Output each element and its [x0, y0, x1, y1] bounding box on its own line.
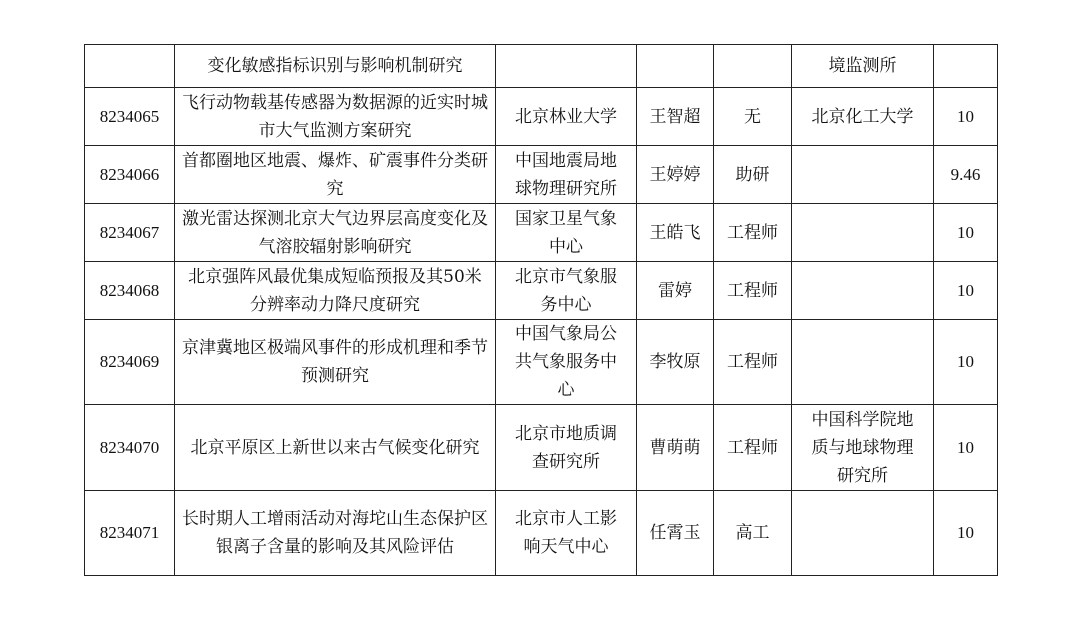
organization-cell: 北京市人工影响天气中心: [496, 491, 637, 576]
project-id-cell: 8234069: [85, 320, 175, 405]
score-cell: [934, 45, 998, 88]
title-rank-cell: 高工: [714, 491, 792, 576]
score-cell: 10: [934, 320, 998, 405]
leader-cell: 李牧原: [637, 320, 714, 405]
leader-cell: 雷婷: [637, 262, 714, 320]
project-title-cell: 首都圈地区地震、爆炸、矿震事件分类研究: [175, 146, 496, 204]
organization-cell: 北京市地质调查研究所: [496, 405, 637, 491]
score-cell: 10: [934, 204, 998, 262]
table-row: [85, 204, 998, 262]
organization-cell: 中国地震局地球物理研究所: [496, 146, 637, 204]
cooperating-unit-cell: [792, 146, 934, 204]
project-id-cell: 8234068: [85, 262, 175, 320]
project-title-cell: 长时期人工增雨活动对海坨山生态保护区银离子含量的影响及其风险评估: [175, 491, 496, 576]
title-rank-cell: 工程师: [714, 204, 792, 262]
table-row: [85, 262, 998, 320]
title-rank-cell: [714, 45, 792, 88]
table-row: [85, 491, 998, 576]
project-title-cell: 京津冀地区极端风事件的形成机理和季节预测研究: [175, 320, 496, 405]
table-row: [85, 146, 998, 204]
organization-cell: 国家卫星气象中心: [496, 204, 637, 262]
title-rank-cell: 工程师: [714, 405, 792, 491]
cooperating-unit-cell: 境监测所: [792, 45, 934, 88]
leader-cell: 王皓飞: [637, 204, 714, 262]
organization-cell: 中国气象局公共气象服务中心: [496, 320, 637, 405]
title-rank-cell: 助研: [714, 146, 792, 204]
cooperating-unit-cell: [792, 320, 934, 405]
project-table: [84, 44, 998, 576]
score-cell: 10: [934, 491, 998, 576]
organization-cell: 北京市气象服务中心: [496, 262, 637, 320]
cooperating-unit-cell: [792, 204, 934, 262]
project-title-cell: 变化敏感指标识别与影响机制研究: [175, 45, 496, 88]
project-id-cell: 8234065: [85, 88, 175, 146]
title-rank-cell: 无: [714, 88, 792, 146]
cooperating-unit-cell: 中国科学院地质与地球物理研究所: [792, 405, 934, 491]
score-cell: 9.46: [934, 146, 998, 204]
leader-cell: 王智超: [637, 88, 714, 146]
project-title-cell: 飞行动物载基传感器为数据源的近实时城市大气监测方案研究: [175, 88, 496, 146]
score-cell: 10: [934, 262, 998, 320]
leader-cell: 曹萌萌: [637, 405, 714, 491]
leader-cell: [637, 45, 714, 88]
title-rank-cell: 工程师: [714, 320, 792, 405]
project-id-cell: 8234071: [85, 491, 175, 576]
score-cell: 10: [934, 405, 998, 491]
project-id-cell: 8234067: [85, 204, 175, 262]
table-row: [85, 320, 998, 405]
table-row: [85, 45, 998, 88]
table-row: [85, 88, 998, 146]
leader-cell: 任霄玉: [637, 491, 714, 576]
organization-cell: 北京林业大学: [496, 88, 637, 146]
project-id-cell: [85, 45, 175, 88]
cooperating-unit-cell: 北京化工大学: [792, 88, 934, 146]
cooperating-unit-cell: [792, 262, 934, 320]
project-id-cell: 8234070: [85, 405, 175, 491]
organization-cell: [496, 45, 637, 88]
score-cell: 10: [934, 88, 998, 146]
cooperating-unit-cell: [792, 491, 934, 576]
project-id-cell: 8234066: [85, 146, 175, 204]
project-title-cell: 北京强阵风最优集成短临预报及其50米分辨率动力降尺度研究: [175, 262, 496, 320]
title-rank-cell: 工程师: [714, 262, 792, 320]
leader-cell: 王婷婷: [637, 146, 714, 204]
table-row: [85, 405, 998, 491]
project-title-cell: 北京平原区上新世以来古气候变化研究: [175, 405, 496, 491]
project-title-cell: 激光雷达探测北京大气边界层高度变化及气溶胶辐射影响研究: [175, 204, 496, 262]
